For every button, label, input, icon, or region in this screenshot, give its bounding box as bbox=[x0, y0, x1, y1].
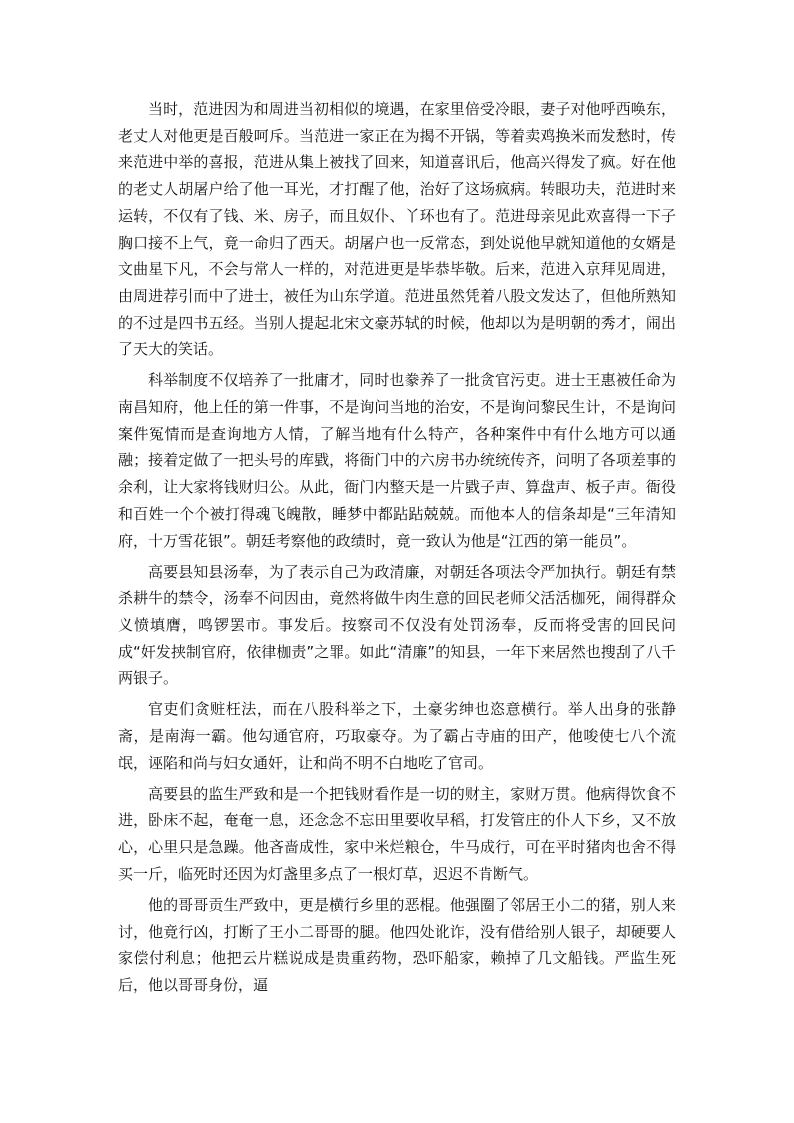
paragraph-fan-jin: 当时，范进因为和周进当初相似的境遇，在家里倍受冷眼，妻子对他呼西唤东，老丈人对他更是百般呵斥。当范进一家正在为揭不开锅，等着卖鸡换米而发愁时，传来范进中举的喜报，范进从集上被找了回来，知道喜讯后，他高兴得发了疯。好在他的老丈人胡屠户给了他一耳光，才打醒了他，治好了这场疯病。转眼功夫，范进时来运转，不仅有了钱、米、房子，而且奴仆、丫环也有了。范进母亲见此欢喜得一下子胸口接不上气，竟一命归了西天。胡屠户也一反常态，到处说他早就知道他的女婿是文曲星下凡，不会与常人一样的，对范进更是毕恭毕敬。后来，范进入京拜见周进，由周进荐引而中了进士，被任为山东学道。范进虽然凭着八股文发达了，但他所熟知的不过是四书五经。当别人提起北宋文豪苏轼的时候，他却以为是明朝的秀才，闹出了天大的笑话。 bbox=[118, 100, 676, 359]
paragraph-yan-zhihe: 高要县的监生严致和是一个把钱财看作是一切的财主，家财万贯。他病得饮食不进，卧床不起，奄奄一息，还念念不忘田里要收早稻，打发管庄的仆人下乡，又不放心，心里只是急躁。他吝啬成性，家中米烂粮仓，牛马成行，可在平时猪肉也舍不得买一斤，临死时还因为灯盏里多点了一根灯草，迟迟不肯断气。 bbox=[118, 784, 676, 883]
paragraph-yan-zhizhong: 他的哥哥贡生严致中，更是横行乡里的恶棍。他强圈了邻居王小二的猪，别人来讨，他竟行凶，打断了王小二哥哥的腿。他四处讹诈，没有借给别人银子，却硬要人家偿付利息；他把云片糕说成是贵重药物，恐吓船家，赖掉了几文船钱。严监生死后，他以哥哥身份，逼 bbox=[118, 895, 676, 994]
paragraph-zhang-jingzhai: 官吏们贪赃枉法，而在八股科举之下，土豪劣绅也恣意横行。举人出身的张静斋，是南海一霸。他勾通官府，巧取豪夺。为了霸占寺庙的田产，他唆使七八个流氓，诬陷和尚与妇女通奸，让和尚不明不白地吃了官司。 bbox=[118, 700, 676, 772]
document-body bbox=[118, 96, 676, 1003]
paragraph-corrupt-officials: 科举制度不仅培养了一批庸才，同时也豢养了一批贪官污吏。进士王惠被任命为南昌知府，他上任的第一件事，不是询问当地的治安，不是询问黎民生计，不是询问案件冤情而是查询地方人情，了解当地有什么特产，各种案件中有什么地方可以通融；接着定做了一把头号的库戥，将衙门中的六房书办统统传齐，问明了各项差事的余利，让大家将钱财归公。从此，衙门内整天是一片戥子声、算盘声、板子声。衙役和百姓一个个被打得魂飞魄散，睡梦中都跕跕兢兢。而他本人的信条却是“三年清知府，十万雪花银”。朝廷考察他的政绩时，竟一致认为他是“江西的第一能员”。 bbox=[118, 371, 676, 550]
paragraph-tang-feng: 高要县知县汤奉，为了表示自己为政清廉，对朝廷各项法令严加执行。朝廷有禁杀耕牛的禁令，汤奉不问因由，竟然将做牛肉生意的回民老师父活活枷死，闹得群众义愤填膺，鸣锣罢市。事发后。按察司不仅没有处罚汤奉，反而将受害的回民问成“奸发挟制官府，依律枷责”之罪。如此“清廉”的知县，一年下来居然也搜刮了八千两银子。 bbox=[118, 562, 676, 688]
